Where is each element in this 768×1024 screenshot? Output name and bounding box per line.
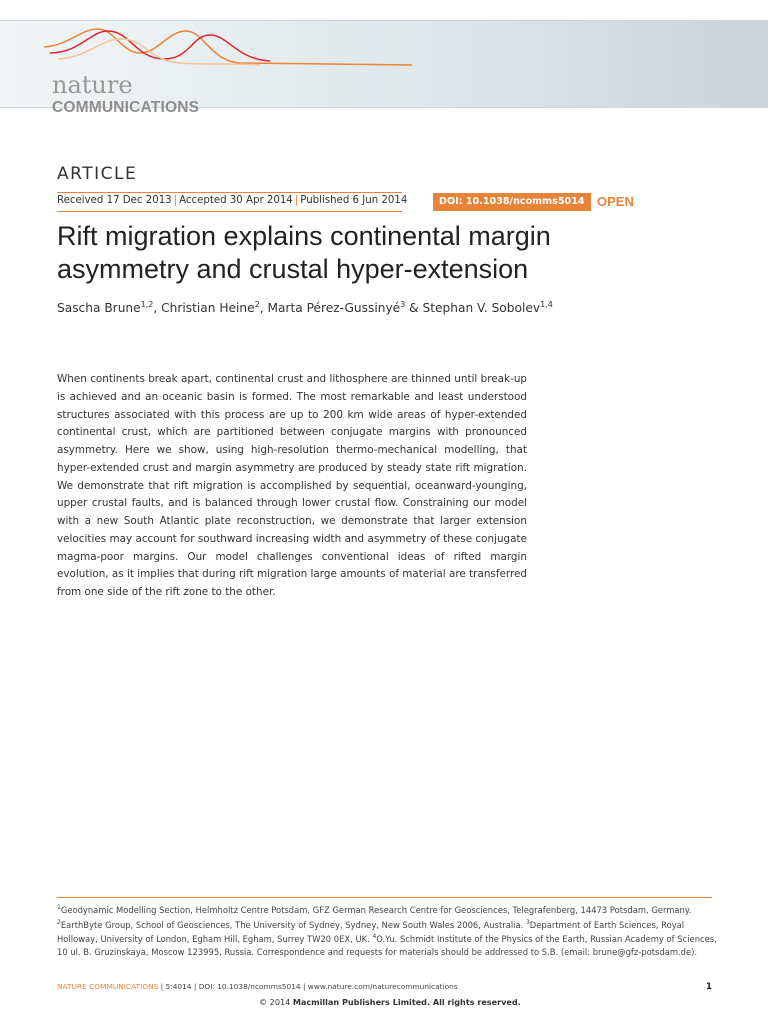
author-affiliation: 1,2 — [140, 300, 154, 309]
accepted-date: Accepted 30 Apr 2014 — [179, 195, 293, 206]
copyright-prefix: © 2014 — [259, 997, 293, 1007]
header-rule-top — [57, 192, 402, 193]
journal-logo-nature: nature — [52, 71, 133, 99]
footer-citation-text: | 5:4014 | DOI: 10.1038/ncomms5014 | www.nature.com/naturecommunications — [158, 982, 458, 991]
copyright-holder: Macmillan Publishers Limited. All rights reserved. — [292, 997, 521, 1007]
footnote-marker: 3 — [525, 918, 530, 926]
affiliation-2: EarthByte Group, School of Geosciences, The University of Sydney, Sydney, New South Wales 2006, Australia. — [60, 919, 524, 930]
footer-citation — [57, 982, 458, 991]
open-access-label: OPEN — [597, 194, 634, 209]
author-separator: , — [259, 301, 268, 316]
article-type-label: ARTICLE — [57, 164, 138, 184]
author-affiliation: 2 — [254, 300, 260, 309]
journal-banner — [0, 20, 768, 116]
author-affiliation: 3 — [400, 300, 406, 309]
doi-badge[interactable]: DOI: 10.1038/ncomms5014 — [433, 193, 591, 211]
footer-journal-name: NATURE COMMUNICATIONS — [57, 982, 159, 991]
article-title: Rift migration explains continental margin asymmetry and crustal hyper-extension — [57, 221, 551, 284]
affiliation-footnotes — [57, 902, 717, 959]
affiliation-1: Geodynamic Modelling Section, Helmholtz Centre Potsdam, GFZ German Research Centre for Geosciences, Telegrafenberg, 14473 Potsdam, Germany. — [60, 904, 692, 915]
date-separator: | — [294, 195, 299, 206]
footnote-marker: 1 — [57, 904, 61, 911]
footnote-marker: 2 — [57, 918, 61, 926]
author-separator: , — [153, 301, 162, 316]
author-name: Sascha Brune — [57, 301, 141, 316]
affiliation-3: Department of Earth Sciences, Royal Holloway, University of London, Egham Hill, Egham, Surrey TW20 0EX, UK. — [57, 919, 685, 944]
author-name: Christian Heine — [161, 301, 255, 316]
published-date: Published 6 Jun 2014 — [300, 195, 408, 206]
header-rule-bottom — [57, 211, 402, 212]
author-name: Marta Pérez-Gussinyé — [267, 301, 401, 316]
received-date: Received 17 Dec 2013 — [57, 195, 172, 206]
author-name: Stephan V. Sobolev — [422, 301, 541, 316]
page-number: 1 — [706, 982, 712, 992]
copyright-notice — [259, 997, 521, 1007]
affiliation-4: O.Yu. Schmidt Institute of the Physics of the Earth, Russian Academy of Sciences, 10 ul. B. Gruzinskaya, Moscow 123995, Russia. Correspondence and requests for materials should be addressed to S.B. (email: brune@gfz-potsdam.de). — [57, 933, 717, 957]
article-abstract: When continents break apart, continental crust and lithosphere are thinned until break-up is achieved and an oceanic basin is formed. The most remarkable and least understood structures associated with this process are up to 200 km wide areas of hyper-extended continental crust, which are partitioned between conjugate margins with pronounced asymmetry. Here we show, using high-resolution thermo-mechanical modelling, that hyper-extended crust and margin asymmetry are produced by steady state rift migration. We demonstrate that rift migration is accomplished by sequential, oceanward-younging, upper crustal faults, and is balanced through lower crustal flow. Constraining our model with a new South Atlantic plate reconstruction, we demonstrate that larger extension velocities may account for southward increasing width and asymmetry of these conjugate magma-poor margins. Our model challenges conventional ideas of rifted margin evolution, as it implies that during rift migration large amounts of material are transferred from one side of the rift zone to the other. — [57, 373, 527, 598]
author-list — [57, 300, 553, 315]
footnote-rule — [57, 897, 712, 898]
author-separator: & — [405, 301, 423, 316]
article-dates — [57, 195, 407, 206]
date-separator: | — [173, 195, 178, 206]
footnote-marker: 4 — [372, 933, 377, 941]
journal-logo-communications: COMMUNICATIONS — [52, 99, 200, 116]
journal-logo-waves-icon — [40, 23, 420, 71]
author-affiliation: 1,4 — [540, 300, 553, 309]
